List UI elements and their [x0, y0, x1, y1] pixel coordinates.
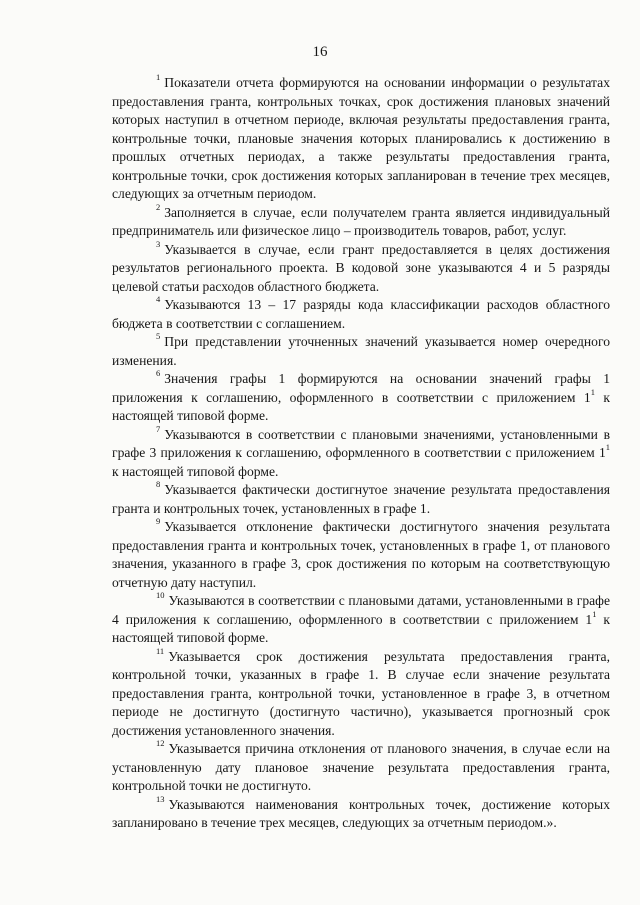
footnote-marker: 2	[156, 201, 161, 212]
footnote-marker: 12	[156, 738, 165, 749]
footnote-5	[112, 333, 610, 370]
footnote-text-tail: к настоящей типовой форме.	[112, 611, 610, 645]
footnote-marker: 9	[156, 516, 161, 527]
footnote-marker: 13	[156, 793, 165, 804]
footnote-text: Указывается фактически достигнутое значение результата предоставления гранта и контрольных точек, установленных в графе 1.	[112, 482, 610, 516]
footnote-marker: 5	[156, 331, 161, 342]
footnote-8	[112, 481, 610, 518]
footnote-2	[112, 201, 610, 241]
appendix-superscript: 1	[592, 608, 597, 619]
footnote-marker: 11	[156, 645, 165, 656]
footnote-7	[112, 423, 610, 482]
footnote-text-tail: к настоящей типовой форме.	[112, 389, 610, 423]
footnote-4	[112, 296, 610, 333]
footnote-11	[112, 645, 610, 741]
footnote-text-tail: к настоящей типовой форме.	[112, 463, 279, 479]
footnote-text: Указывается причина отклонения от планового значения, в случае если на установленную дату плановое значение результата предоставления гранта, контрольной точки не достигнуто.	[112, 741, 610, 793]
footnote-marker: 10	[156, 590, 165, 601]
page-number: 16	[312, 44, 328, 60]
appendix-superscript: 1	[590, 386, 595, 397]
footnote-text: Указывается в случае, если грант предоставляется в целях достижения результатов регионального проекта. В кодовой зоне указываются 4 и 5 разряды целевой статьи расходов областного бюджета.	[112, 241, 610, 294]
footnote-text: Указываются 13 – 17 разряды кода классификации расходов областного бюджета в соответствии с соглашением.	[112, 297, 610, 331]
footnote-1	[112, 74, 610, 204]
footnote-text: При представлении уточненных значений указывается номер очередного изменения.	[112, 334, 610, 368]
footnote-9	[112, 518, 610, 592]
footnote-text: Указываются в соответствии с плановыми датами, установленными в графе 4 приложения к соглашению, оформленного в соответствии с приложением 1	[112, 593, 610, 627]
footnote-text: Указывается срок достижения результата предоставления гранта, контрольной точки, указанных в графе 1. В случае если значение результата предоставления гранта, контрольной точки, установленное в графе 3, в отчетном периоде не достигнуто (достигнуто частично), указывается прогнозный срок достижения установленного значения.	[112, 648, 610, 738]
footnote-text: Указывается отклонение фактически достигнутого значения результата предоставления гранта и контрольных точек, установленных в графе 1, от планового значения, указанного в графе 3, срок достижения по которым на соответствующую отчетную дату наступил.	[112, 519, 610, 590]
footnote-marker: 8	[156, 479, 161, 490]
footnote-text: Показатели отчета формируются на основании информации о результатах предоставления гранта, контрольных точках, срок достижения плановых значений которых наступил в отчетном периоде, включая результаты предоставления гранта, контрольные точки, плановые значения которых планировались к достижению в прошлых отчетных периодах, а также результаты предоставления гранта, контрольные точки, срок достижения которых запланирован в течение трех месяцев, следующих за отчетным периодом.	[112, 75, 610, 201]
footnote-text: Заполняется в случае, если получателем гранта является индивидуальный предприниматель или физическое лицо – производитель товаров, работ, услуг.	[112, 204, 610, 238]
footnote-13	[112, 793, 610, 833]
footnote-12	[112, 740, 610, 796]
footnote-text: Значения графы 1 формируются на основании значений графы 1 приложения к соглашению, оформленного в соответствии с приложением 1	[112, 371, 610, 405]
footnote-text: Указываются наименования контрольных точек, достижение которых запланировано в течение трех месяцев, следующих за отчетным периодом.».	[112, 796, 610, 830]
footnotes-list	[112, 74, 610, 833]
footnote-marker: 6	[156, 368, 161, 379]
appendix-superscript: 1	[605, 442, 610, 453]
footnote-6	[112, 370, 610, 426]
footnote-10	[112, 592, 610, 648]
footnote-marker: 7	[156, 423, 161, 434]
footnote-marker: 1	[156, 72, 161, 83]
footnote-text: Указываются в соответствии с плановыми значениями, установленными в графе 3 приложения к соглашению, оформленного в соответствии с приложением 1	[112, 426, 610, 460]
footnote-marker: 3	[156, 238, 161, 249]
footnote-marker: 4	[156, 294, 161, 305]
footnote-3	[112, 238, 610, 297]
